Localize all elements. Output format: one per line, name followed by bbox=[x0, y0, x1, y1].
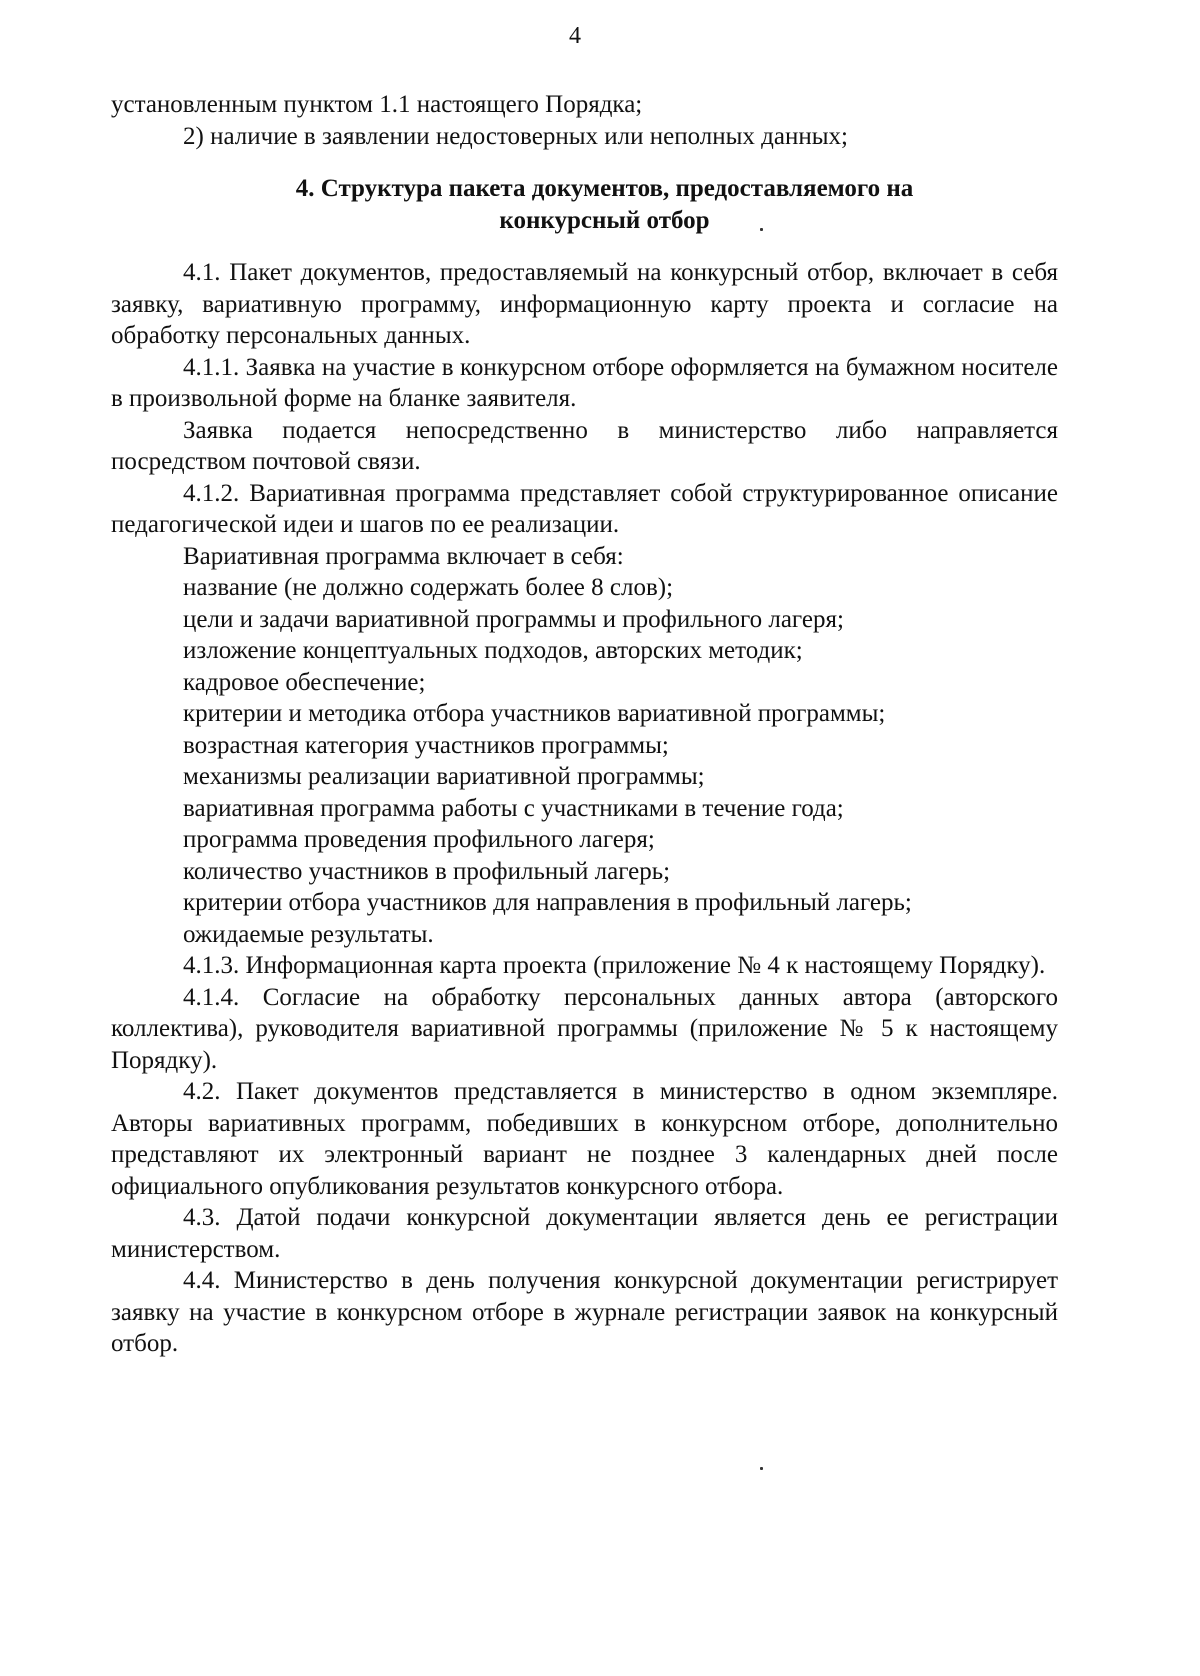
intro-line: установленным пунктом 1.1 настоящего Порядка; bbox=[111, 91, 643, 118]
paragraph-submission: Заявка подается непосредственно в министерство либо направляется посредством почтовой связи. bbox=[111, 416, 1058, 475]
list-item: название (не должно содержать более 8 слов); bbox=[183, 574, 674, 601]
section-heading bbox=[111, 173, 1058, 236]
page-number: 4 bbox=[569, 23, 581, 49]
scan-speck bbox=[760, 228, 763, 231]
section-heading-line1: 4. Структура пакета документов, предоставляемого на bbox=[295, 175, 914, 202]
intro-item-2: 2) наличие в заявлении недостоверных или неполных данных; bbox=[183, 122, 848, 150]
list-item: критерии отбора участников для направления в профильный лагерь; bbox=[183, 889, 912, 916]
list-item: кадровое обеспечение; bbox=[183, 668, 426, 696]
scan-speck bbox=[760, 1467, 763, 1470]
paragraph-4-3: 4.3. Датой подачи конкурсной документации является день ее регистрации министерством. bbox=[111, 1204, 1058, 1263]
program-includes: Вариативная программа включает в себя: bbox=[183, 542, 624, 570]
paragraph-4-1: 4.1. Пакет документов, предоставляемый на конкурсный отбор, включает в себя заявку, вариативную программу, информационную карту проекта и согласие на обработку персональных данных. bbox=[111, 259, 1058, 349]
paragraph-4-2: 4.2. Пакет документов представляется в министерство в одном экземпляре. Авторы вариативных программ, победивших в конкурсном отборе, дополнительно представляют их электронный вариант не позднее 3 календарных дней после официального опубликования результатов конкурсного отбора. bbox=[111, 1078, 1058, 1200]
program-items-list bbox=[111, 572, 1058, 950]
document-body bbox=[111, 89, 1058, 1360]
list-item: изложение концептуальных подходов, авторских методик; bbox=[183, 637, 803, 664]
section-heading-line2: конкурсный отбор bbox=[499, 206, 710, 234]
paragraph-4-1-4: 4.1.4. Согласие на обработку персональных данных автора (авторского коллектива), руководителя вариативной программы (приложение № 5 к настоящему Порядку). bbox=[111, 983, 1058, 1074]
paragraph-4-1-1: 4.1.1. Заявка на участие в конкурсном отборе оформляется на бумажном носителе в произвольной форме на бланке заявителя. bbox=[111, 353, 1058, 412]
list-item: ожидаемые результаты. bbox=[183, 920, 434, 948]
list-item: вариативная программа работы с участниками в течение года; bbox=[183, 794, 844, 822]
list-item: количество участников в профильный лагерь; bbox=[183, 857, 671, 885]
paragraph-4-1-3: 4.1.3. Информационная карта проекта (приложение № 4 к настоящему Порядку). bbox=[183, 952, 1046, 979]
list-item: механизмы реализации вариативной программы; bbox=[183, 763, 705, 790]
paragraph-4-1-2: 4.1.2. Вариативная программа представляет собой структурированное описание педагогической идеи и шагов по ее реализации. bbox=[111, 479, 1058, 538]
paragraph-4-4: 4.4. Министерство в день получения конкурсной документации регистрирует заявку на участие в конкурсном отборе в журнале регистрации заявок на конкурсный отбор. bbox=[111, 1267, 1058, 1357]
list-item: критерии и методика отбора участников вариативной программы; bbox=[183, 700, 886, 727]
list-item: программа проведения профильного лагеря; bbox=[183, 826, 655, 853]
list-item: возрастная категория участников программы; bbox=[183, 731, 669, 759]
list-item: цели и задачи вариативной программы и профильного лагеря; bbox=[183, 605, 844, 633]
